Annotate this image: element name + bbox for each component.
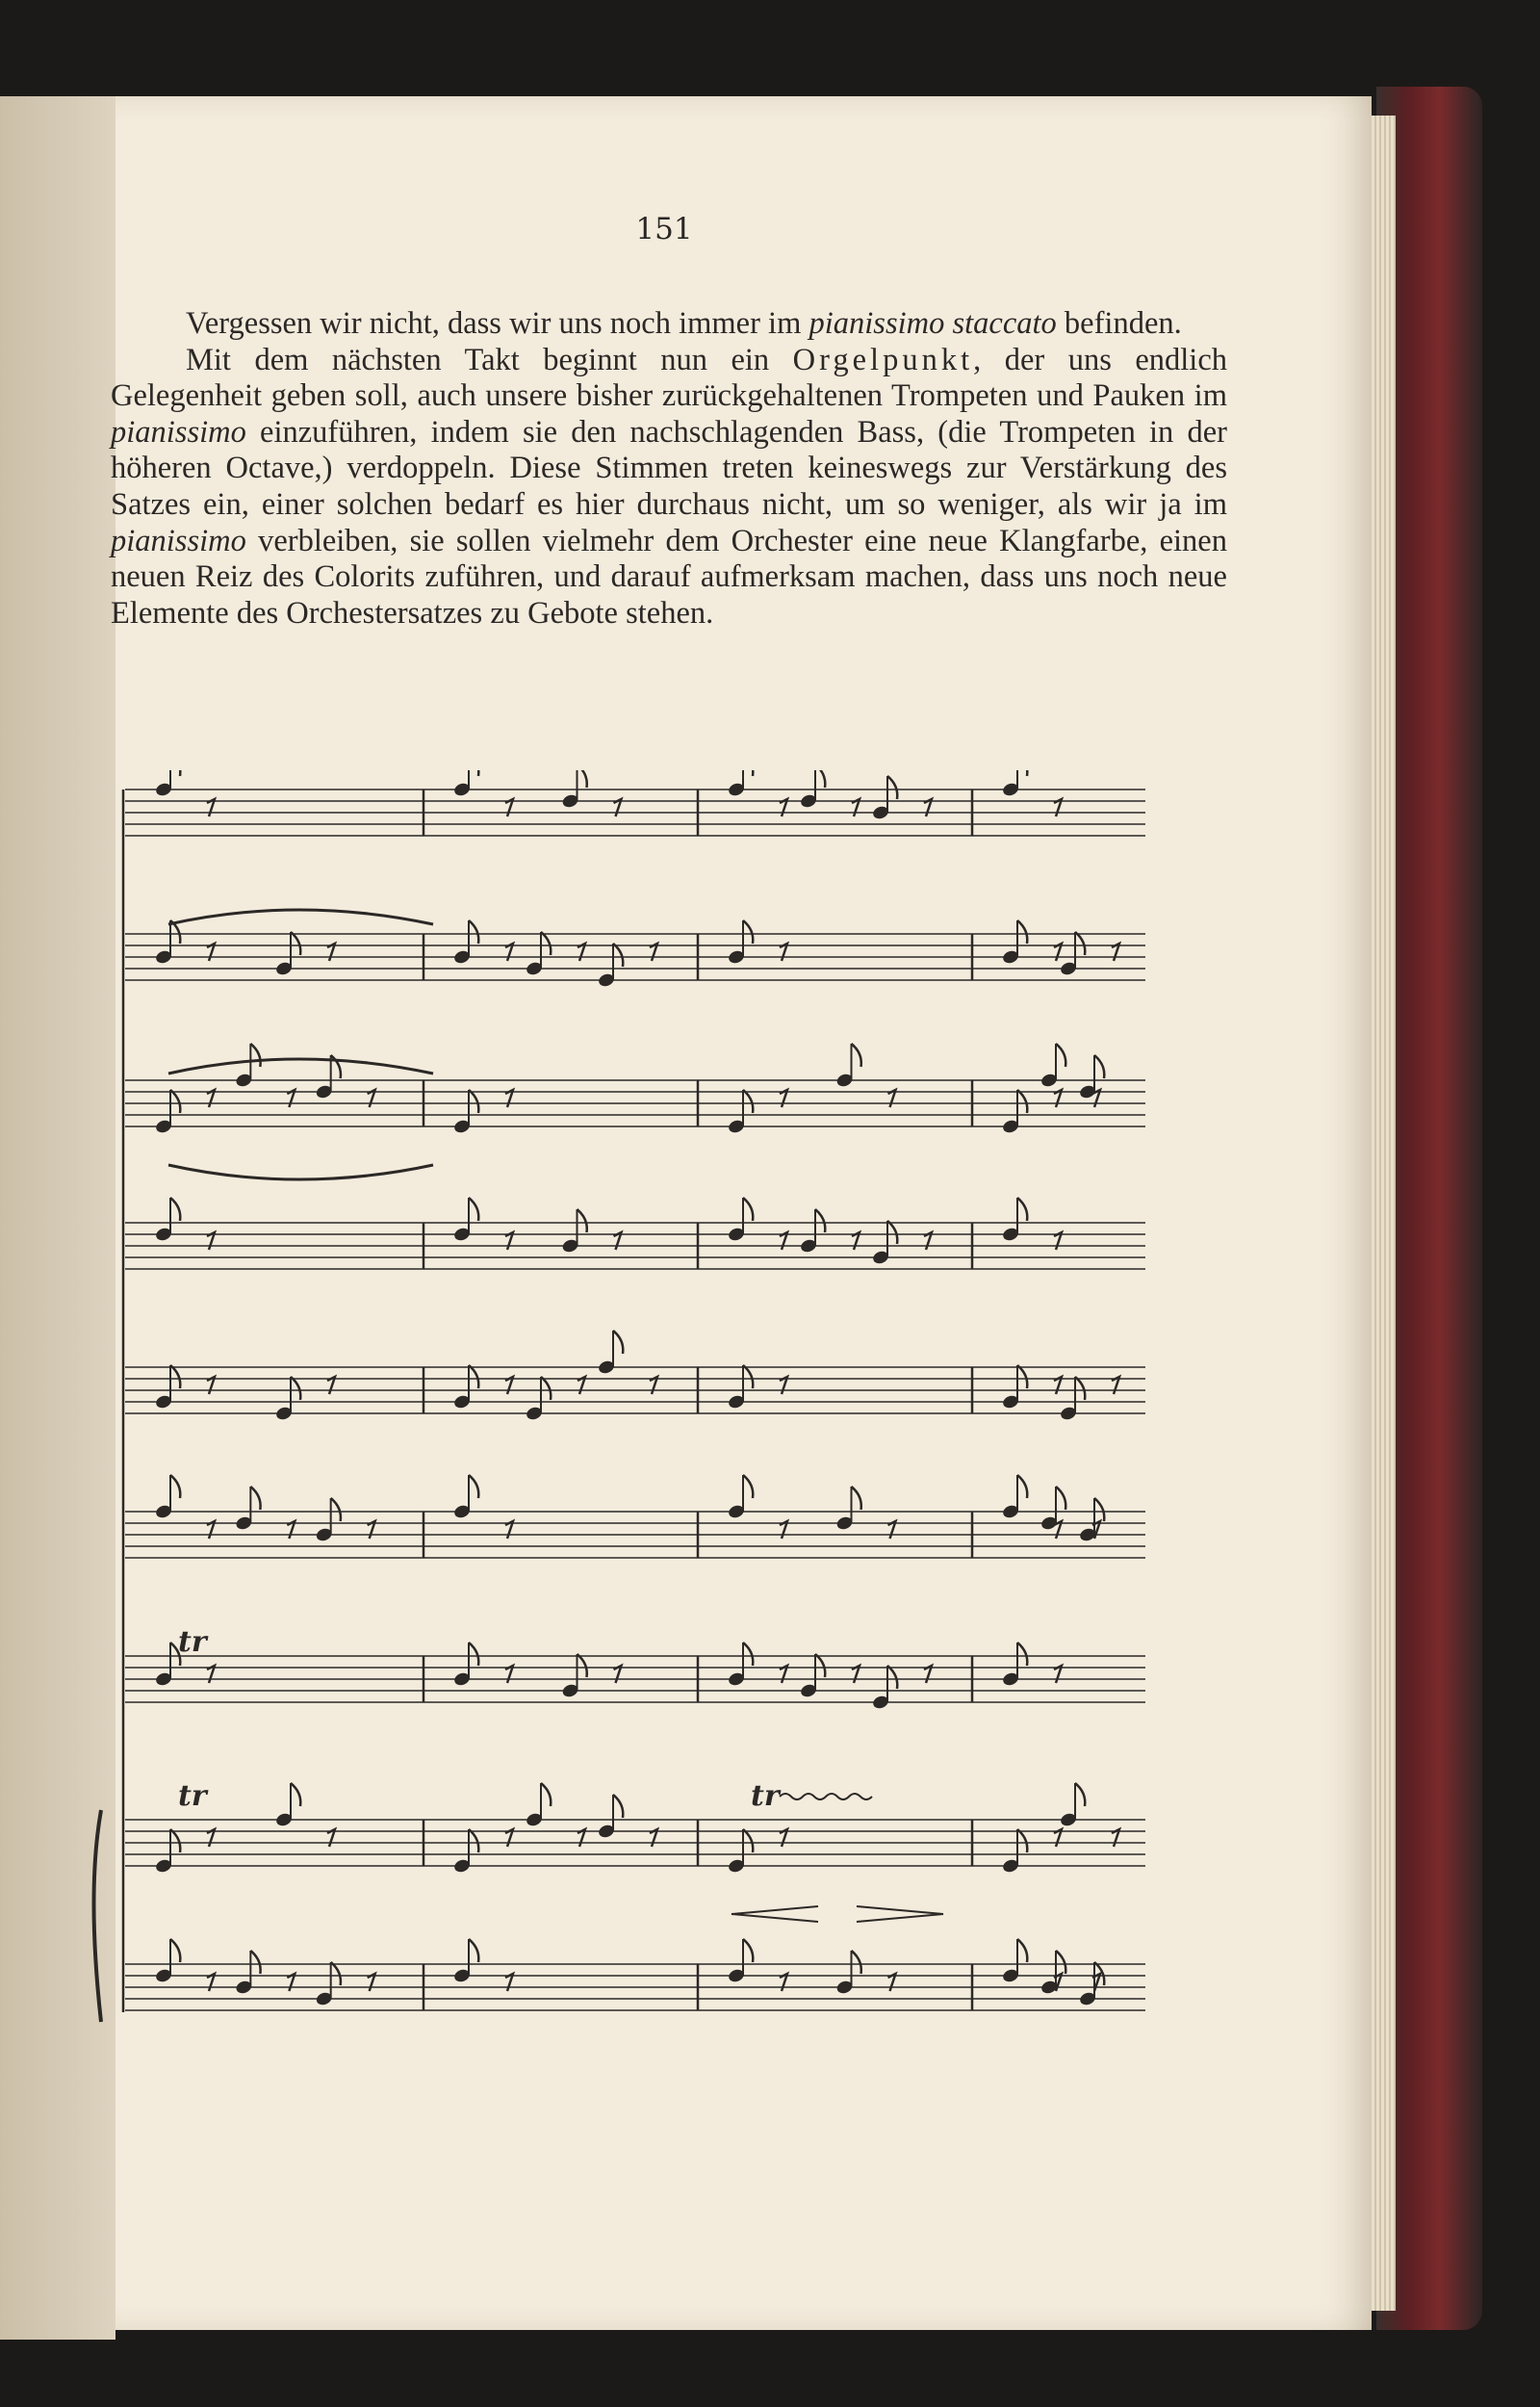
eighth-rest: [327, 944, 335, 961]
p1-emphasis: pianissimo staccato: [808, 306, 1057, 341]
eighth-rest: [780, 1666, 787, 1683]
note-flag: [541, 1377, 551, 1400]
eighth-rest: [888, 1974, 896, 1991]
note-flag: [1075, 1377, 1085, 1400]
eighth-rest: [1112, 1377, 1119, 1394]
body-text: [111, 306, 1227, 632]
note-flag: [852, 1487, 861, 1510]
note-flag: [743, 1643, 753, 1666]
p2-spaced-term: Orgelpunkt: [792, 342, 974, 377]
note-flag: [170, 1475, 180, 1498]
note-flag: [1075, 932, 1085, 955]
slur: [168, 910, 433, 924]
note-flag: [541, 932, 551, 955]
note-flag: [578, 1209, 587, 1232]
note-flag: [250, 1951, 260, 1974]
eighth-rest: [650, 1377, 657, 1394]
note-flag: [743, 1198, 753, 1221]
note-flag: [291, 1377, 300, 1400]
eighth-rest: [505, 1090, 513, 1107]
note-flag: [469, 1365, 478, 1388]
note-flag: [541, 1783, 551, 1806]
p2-text-a: Mit dem nächsten Takt beginnt nun ein: [186, 342, 793, 377]
note-flag: [291, 932, 300, 955]
eighth-rest: [1054, 1232, 1062, 1250]
note-flag: [743, 1829, 753, 1852]
eighth-rest: [888, 1521, 896, 1539]
note-flag: [170, 1090, 180, 1113]
note-flag: [1017, 920, 1027, 944]
note-flag: [1094, 1498, 1104, 1521]
note-flag: [170, 1829, 180, 1852]
eighth-rest: [207, 1377, 215, 1394]
music-score: [87, 770, 1165, 2176]
note-flag: [469, 1198, 478, 1221]
trill-mark: tr: [178, 1625, 207, 1659]
p2-text-b: , der uns endlich Gelegenheit geben soll, auch unsere bisher zurückgehaltenen Trompeten und Pauken im: [111, 342, 1227, 414]
brace: [94, 1810, 102, 2022]
eighth-rest: [780, 1974, 787, 1991]
note-flag: [250, 1044, 260, 1067]
note-flag: [578, 770, 587, 788]
eighth-rest: [287, 1090, 295, 1107]
eighth-rest: [1112, 944, 1119, 961]
eighth-rest: [287, 1974, 295, 1991]
eighth-rest: [852, 1666, 860, 1683]
note-flag: [743, 1475, 753, 1498]
note-flag: [1056, 1044, 1065, 1067]
decrescendo-hairpin: [857, 1906, 943, 1922]
eighth-rest: [614, 799, 622, 816]
eighth-rest: [578, 1377, 585, 1394]
eighth-rest: [207, 1666, 215, 1683]
eighth-rest: [780, 944, 787, 961]
note-flag: [815, 1209, 825, 1232]
eighth-rest: [505, 1829, 513, 1847]
note-flag: [469, 920, 478, 944]
eighth-rest: [650, 1829, 657, 1847]
eighth-rest: [780, 1090, 787, 1107]
p1-text-a: Vergessen wir nicht, dass wir uns noch immer im: [186, 306, 809, 341]
eighth-rest: [505, 1521, 513, 1539]
eighth-rest: [780, 1521, 787, 1539]
note-flag: [1017, 1365, 1027, 1388]
note-flag: [743, 1939, 753, 1962]
note-flag: [1094, 1055, 1104, 1078]
eighth-rest: [505, 799, 513, 816]
trill-mark: tr: [751, 1779, 780, 1813]
note-flag: [170, 770, 180, 776]
eighth-rest: [888, 1090, 896, 1107]
note-flag: [1017, 770, 1027, 776]
eighth-rest: [578, 1829, 585, 1847]
eighth-rest: [1054, 944, 1062, 961]
eighth-rest: [780, 1377, 787, 1394]
note-flag: [852, 1951, 861, 1974]
p2-emphasis-1: pianissimo: [111, 414, 246, 450]
p2-text-c: einzuführen, indem sie den nachschlagenden Bass, (die Trompeten in der höheren Octave,) verdoppeln. Diese Stimmen treten keineswegs zur Verstärkung des Satzes ein, einer solchen bedarf es hier durchaus nicht, um so weniger, als wir ja im: [111, 414, 1227, 522]
eighth-rest: [924, 1232, 932, 1250]
note-flag: [887, 776, 897, 799]
note-flag: [613, 1331, 623, 1354]
eighth-rest: [207, 1521, 215, 1539]
eighth-rest: [505, 1232, 513, 1250]
eighth-rest: [924, 799, 932, 816]
note-flag: [170, 1365, 180, 1388]
eighth-rest: [207, 799, 215, 816]
note-flag: [743, 920, 753, 944]
eighth-rest: [327, 1829, 335, 1847]
eighth-rest: [578, 944, 585, 961]
note-flag: [887, 1221, 897, 1244]
p1-text-b: befinden.: [1056, 306, 1182, 341]
note-flag: [1056, 1951, 1065, 1974]
note-flag: [469, 1939, 478, 1962]
eighth-rest: [368, 1521, 375, 1539]
paragraph-2: [111, 343, 1227, 633]
eighth-rest: [852, 799, 860, 816]
eighth-rest: [207, 944, 215, 961]
note-flag: [469, 1475, 478, 1498]
slur: [168, 1059, 433, 1074]
paragraph-1: [111, 306, 1227, 343]
score-svg: [87, 770, 1165, 2176]
note-flag: [1075, 1783, 1085, 1806]
note-flag: [815, 1654, 825, 1677]
eighth-rest: [780, 799, 787, 816]
note-flag: [1017, 1090, 1027, 1113]
note-flag: [613, 944, 623, 967]
note-flag: [469, 1829, 478, 1852]
note-flag: [815, 770, 825, 788]
eighth-rest: [614, 1232, 622, 1250]
note-flag: [250, 1487, 260, 1510]
note-flag: [469, 1643, 478, 1666]
eighth-rest: [207, 1829, 215, 1847]
eighth-rest: [505, 1666, 513, 1683]
note-flag: [1017, 1475, 1027, 1498]
slur: [168, 1165, 433, 1179]
eighth-rest: [368, 1974, 375, 1991]
note-flag: [887, 1666, 897, 1689]
eighth-rest: [505, 944, 513, 961]
trill-wavy-line: [780, 1794, 872, 1799]
eighth-rest: [368, 1090, 375, 1107]
note-flag: [743, 1365, 753, 1388]
note-flag: [613, 1795, 623, 1818]
eighth-rest: [1054, 1090, 1062, 1107]
eighth-rest: [1054, 799, 1062, 816]
note-flag: [1017, 1198, 1027, 1221]
eighth-rest: [207, 1090, 215, 1107]
note-flag: [1017, 1939, 1027, 1962]
p2-emphasis-2: pianissimo: [111, 523, 246, 558]
note-flag: [469, 770, 478, 776]
note-flag: [1017, 1643, 1027, 1666]
note-flag: [743, 1090, 753, 1113]
note-flag: [331, 1498, 341, 1521]
trill-mark: tr: [178, 1779, 207, 1813]
note-flag: [469, 1090, 478, 1113]
note-flag: [852, 1044, 861, 1067]
p2-text-d: verbleiben, sie sollen vielmehr dem Orchester eine neue Klangfarbe, einen neuen Reiz des Colorits zuführen, und darauf aufmerksam machen, dass uns noch neue Elemente des Orchestersatzes zu Gebote stehen.: [111, 523, 1227, 631]
note-flag: [170, 1939, 180, 1962]
eighth-rest: [924, 1666, 932, 1683]
eighth-rest: [207, 1974, 215, 1991]
eighth-rest: [327, 1377, 335, 1394]
eighth-rest: [614, 1666, 622, 1683]
eighth-rest: [207, 1232, 215, 1250]
note-flag: [291, 1783, 300, 1806]
note-flag: [1017, 1829, 1027, 1852]
eighth-rest: [1054, 1377, 1062, 1394]
note-flag: [170, 1198, 180, 1221]
eighth-rest: [1054, 1666, 1062, 1683]
eighth-rest: [287, 1521, 295, 1539]
eighth-rest: [1112, 1829, 1119, 1847]
eighth-rest: [1054, 1829, 1062, 1847]
note-flag: [578, 1654, 587, 1677]
page-number: 151: [635, 212, 693, 246]
eighth-rest: [650, 944, 657, 961]
note-flag: [331, 1962, 341, 1985]
eighth-rest: [780, 1232, 787, 1250]
eighth-rest: [780, 1829, 787, 1847]
note-flag: [1056, 1487, 1065, 1510]
eighth-rest: [505, 1974, 513, 1991]
eighth-rest: [505, 1377, 513, 1394]
eighth-rest: [852, 1232, 860, 1250]
note-flag: [743, 770, 753, 776]
crescendo-hairpin: [732, 1906, 818, 1922]
